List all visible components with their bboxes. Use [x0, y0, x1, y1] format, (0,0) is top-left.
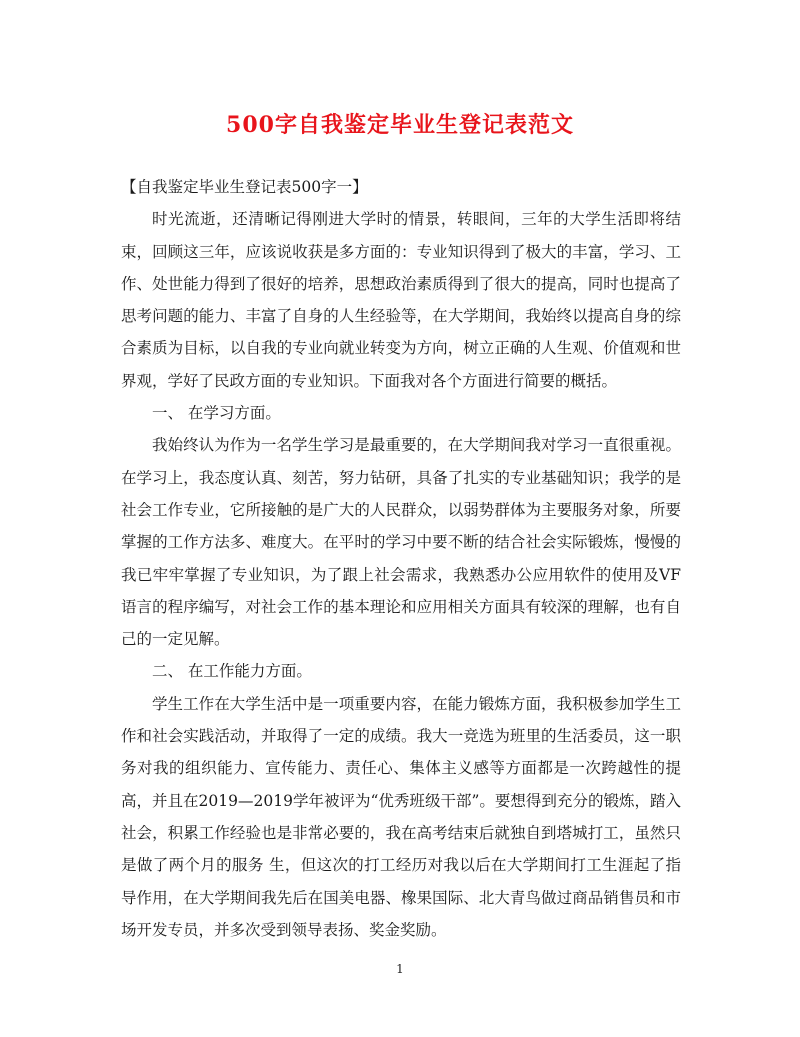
section-heading-work: 二、 在工作能力方面。 — [152, 662, 312, 681]
document-body — [121, 171, 681, 946]
paragraph-intro: 时光流逝，还清晰记得刚进大学时的情景，转眼间，三年的大学生活即将结束，回顾这三年，应该说收获是多方面的：专业知识得到了极大的丰富，学习、工作、处世能力得到了很好的培养，思想政治素质得到了很大的提高，同时也提高了思考问题的能力、丰富了自身的人生经验等，在大学期间，我始终以提高自身的综合素质为目标，以自我的专业向就业转变为方向，树立正确的人生观、价值观和世界观，学好了民政方面的专业知识。下面我对各个方面进行简要的概括。 — [121, 210, 681, 390]
paragraph-study: 我始终认为作为一名学生学习是最重要的，在大学期间我对学习一直很重视。在学习上，我态度认真、刻苦，努力钻研，具备了扎实的专业基础知识；我学的是社会工作专业，它所接触的是广大的人民群众，以弱势群体为主要服务对象，所要掌握的工作方法多、难度大。在平时的学习中要不断的结合社会实际锻炼，慢慢的我已牢牢掌握了专业知识，为了跟上社会需求，我熟悉办公应用软件的使用及VF语言的程序编写，对社会工作的基本理论和应用相关方面具有较深的理解，也有自己的一定见解。 — [121, 436, 681, 649]
section-heading-bracket: 【自我鉴定毕业生登记表500字一】 — [121, 178, 368, 196]
paragraph-work: 学生工作在大学生活中是一项重要内容，在能力锻炼方面，我积极参加学生工作和社会实践活动，并取得了一定的成绩。我大一竞选为班里的生活委员，这一职务对我的组织能力、宣传能力、责任心、集体主义感等方面都是一次跨越性的提高，并且在2019—2019学年被评为“优秀班级干部”。要想得到充分的锻炼，踏入社会，积累工作经验也是非常必要的，我在高考结束后就独自到塔城打工，虽然只是做了两个月的服务 生，但这次的打工经历对我以后在大学期间打工生涯起了指导作用，在大学期间我先后在国美电器、橡果国际、北大青鸟做过商品销售员和市场开发专员，并多次受到领导表扬、奖金奖励。 — [121, 694, 681, 939]
section-heading-study: 一、 在学习方面。 — [152, 404, 281, 423]
page-number: 1 — [396, 962, 404, 976]
document-title: 500字自我鉴定毕业生登记表范文 — [226, 112, 574, 138]
